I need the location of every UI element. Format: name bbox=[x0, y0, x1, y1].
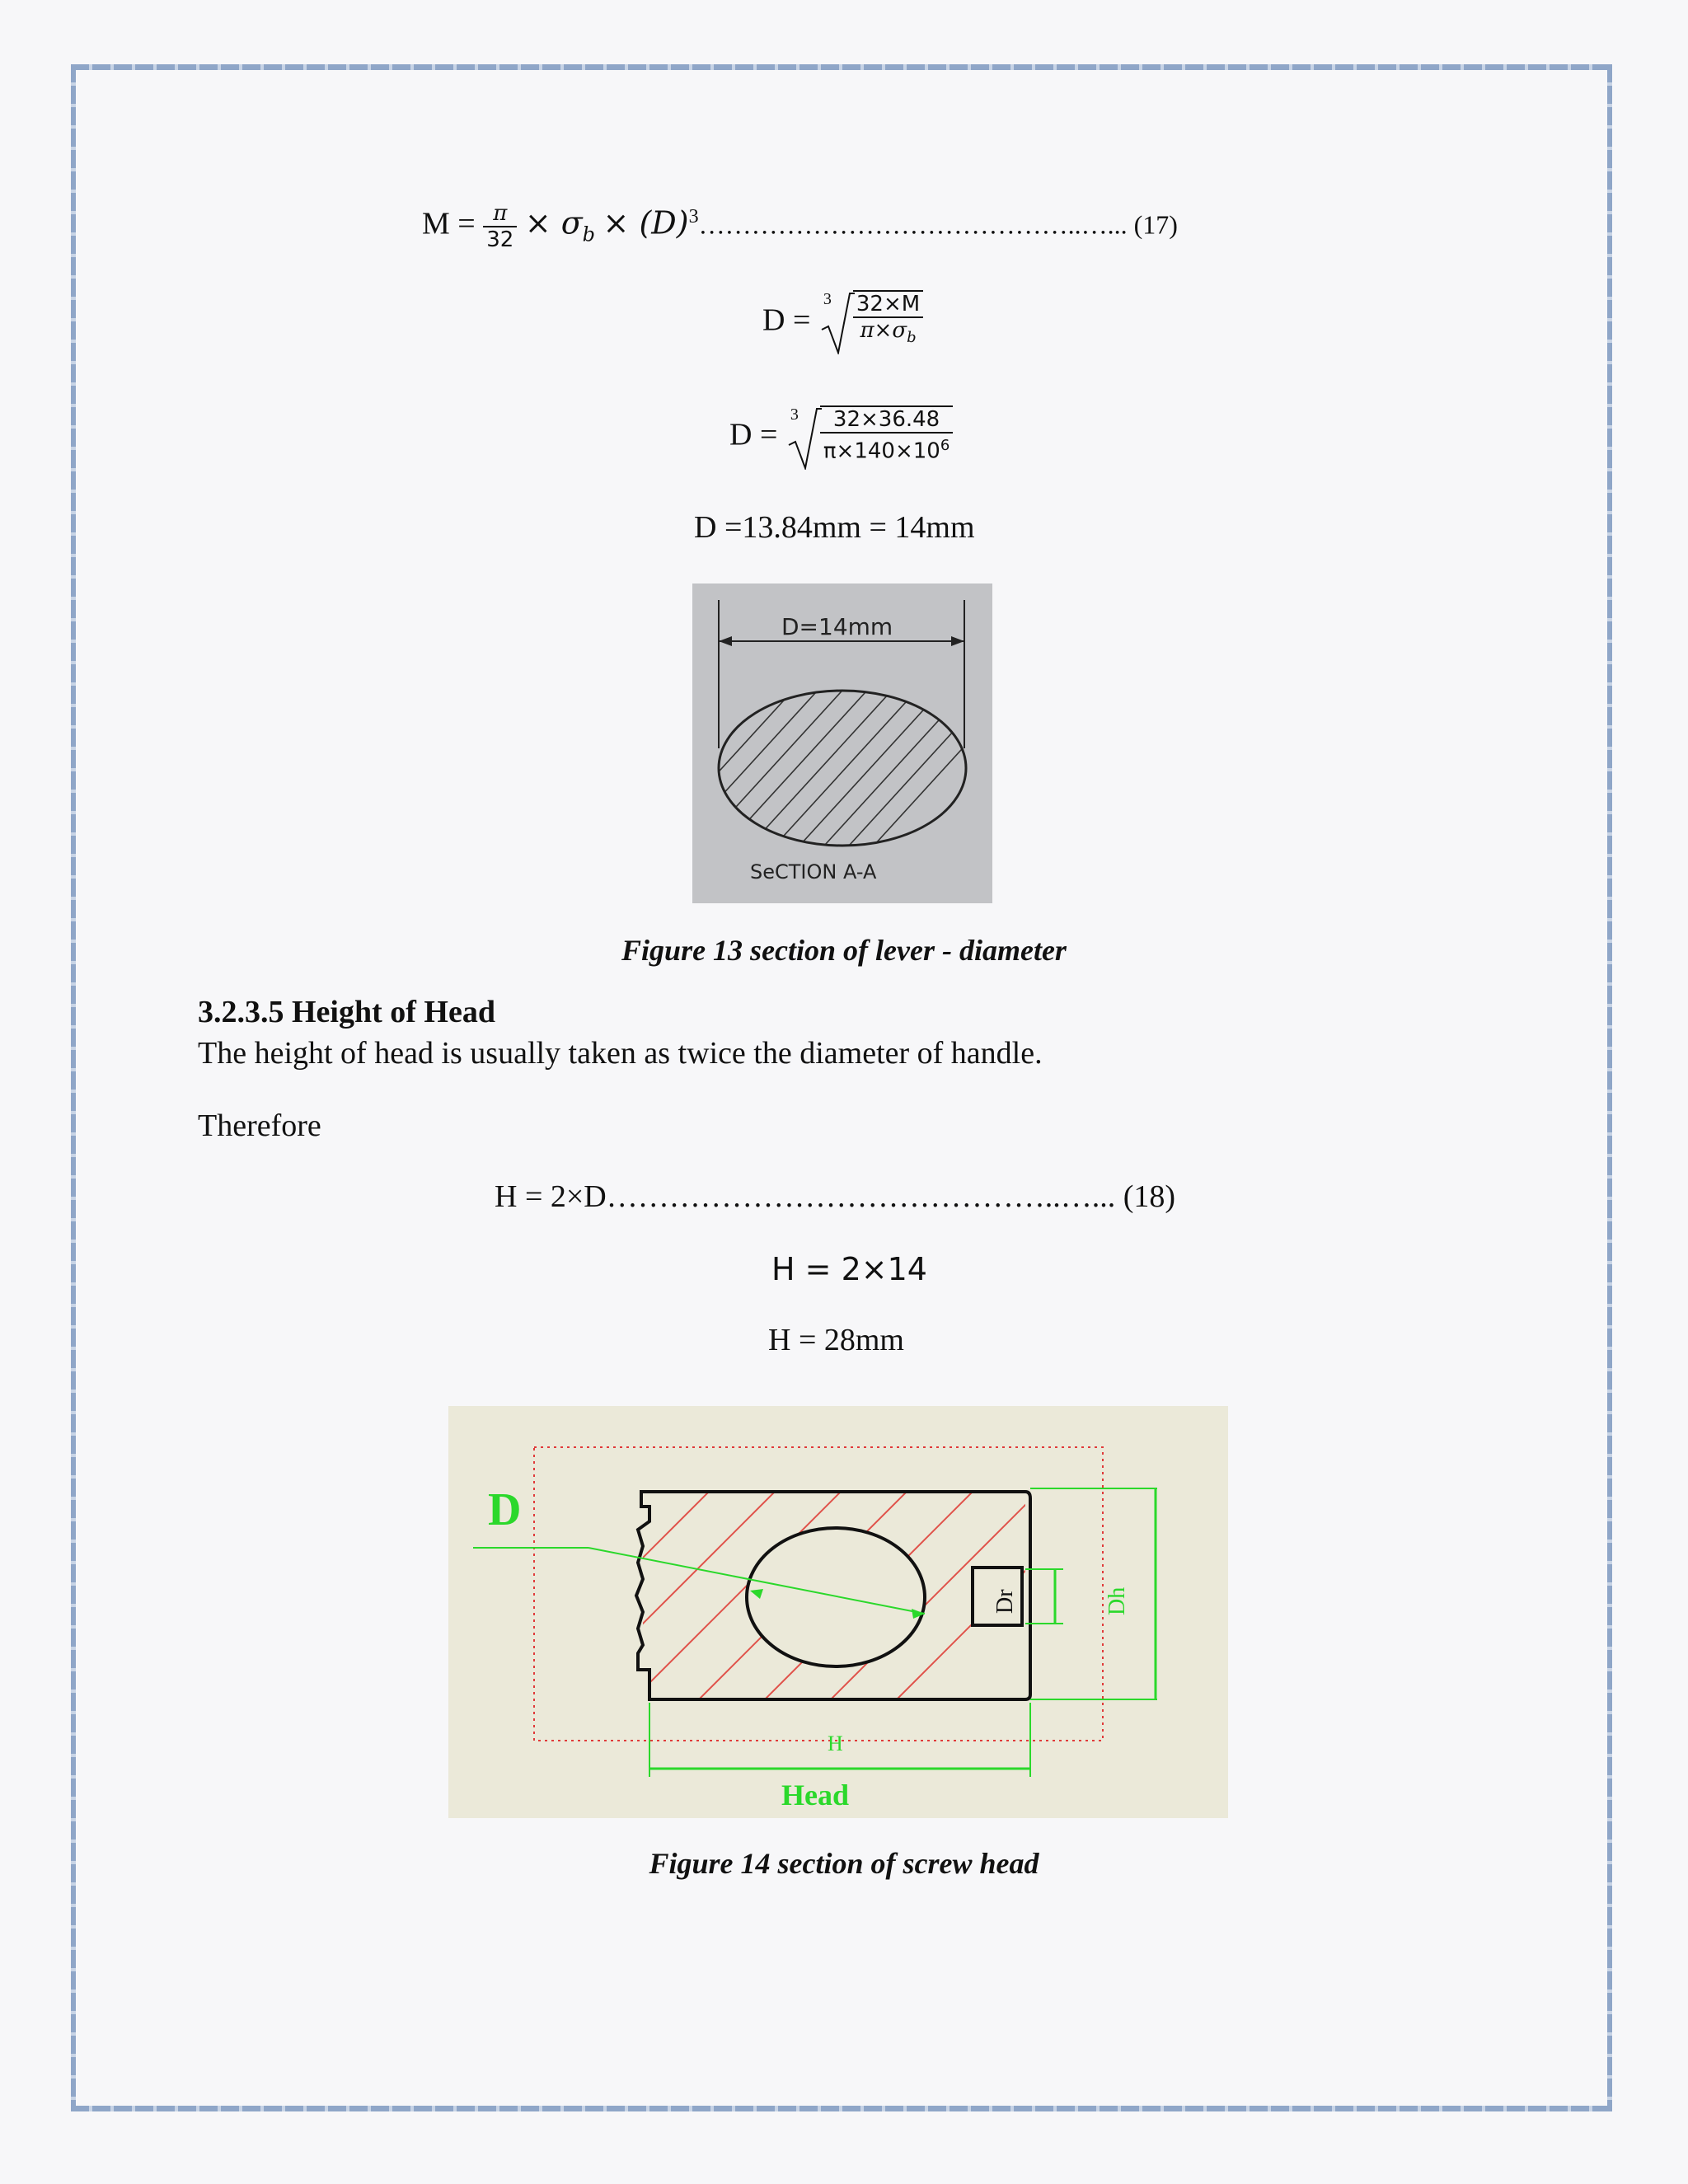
page-border-left bbox=[71, 64, 76, 2111]
d-values-den-sup: 6 bbox=[940, 437, 950, 454]
root-index-values: 3 bbox=[790, 405, 799, 424]
figure-14-caption: Figure 14 section of screw head bbox=[649, 1847, 1039, 1880]
equation-18: H = 2×D……………………………………..…... (18) bbox=[495, 1179, 1176, 1214]
eq17-rhs-sub: b bbox=[582, 223, 596, 246]
fig14-label-head: Head bbox=[781, 1779, 850, 1811]
d-formula-den-sub: b bbox=[907, 329, 917, 347]
d-formula-num: 32×M bbox=[853, 292, 923, 318]
equation-17 bbox=[422, 201, 1178, 252]
fig13-section-label: SeCTION A-A bbox=[750, 860, 877, 883]
eq17-lhs: M = bbox=[422, 206, 476, 241]
cube-root-values bbox=[785, 405, 953, 464]
fig14-label-dh: Dh bbox=[1104, 1586, 1130, 1615]
figure-14-image bbox=[448, 1406, 1228, 1818]
cube-root bbox=[818, 290, 923, 350]
fig14-label-h: H bbox=[828, 1732, 843, 1755]
d-formula-lhs: D = bbox=[762, 302, 811, 338]
page-border-top bbox=[71, 64, 1612, 70]
d-values-num: 32×36.48 bbox=[820, 407, 953, 434]
h-result: H = 28mm bbox=[768, 1323, 904, 1357]
h-values: H = 2×14 bbox=[771, 1251, 927, 1287]
eq17-rhs: × σ bbox=[524, 204, 583, 241]
figure-14-drawing bbox=[448, 1406, 1228, 1818]
page-border-right bbox=[1607, 64, 1612, 2111]
radical-sign-icon bbox=[785, 407, 822, 470]
figure-13-sketch bbox=[692, 583, 992, 903]
d-formula-fraction bbox=[853, 290, 923, 350]
eq17-dots: ……………………………………..…... (17) bbox=[698, 209, 1178, 240]
d-formula-den: π×σ bbox=[860, 318, 907, 343]
root-index: 3 bbox=[823, 290, 832, 308]
fig14-label-d: D bbox=[488, 1484, 522, 1535]
d-result: D =13.84mm = 14mm bbox=[694, 510, 975, 545]
section-heading: 3.2.3.5 Height of Head bbox=[198, 995, 495, 1029]
page-border-bottom bbox=[71, 2106, 1612, 2111]
eq17-rhs2: × (D) bbox=[603, 204, 689, 241]
therefore-text: Therefore bbox=[198, 1108, 321, 1143]
d-values-fraction bbox=[820, 405, 953, 464]
eq17-frac-num: π bbox=[483, 201, 517, 227]
section-body: The height of head is usually taken as twice the diameter of handle. bbox=[198, 1036, 1043, 1071]
equation-d-values bbox=[729, 405, 953, 464]
eq17-frac-den: 32 bbox=[486, 227, 514, 252]
figure-13-image bbox=[692, 583, 992, 903]
fig13-dimension-label: D=14mm bbox=[781, 613, 893, 640]
radical-sign-icon bbox=[818, 292, 855, 354]
equation-d-formula bbox=[762, 290, 923, 350]
eq17-rhs2-sup: 3 bbox=[688, 206, 699, 228]
eq17-fraction bbox=[483, 201, 517, 252]
d-values-den: π×140×10 bbox=[823, 438, 940, 464]
fig14-label-dr: Dr bbox=[992, 1589, 1018, 1614]
d-values-lhs: D = bbox=[729, 417, 778, 452]
figure-13-caption: Figure 13 section of lever - diameter bbox=[621, 934, 1067, 967]
